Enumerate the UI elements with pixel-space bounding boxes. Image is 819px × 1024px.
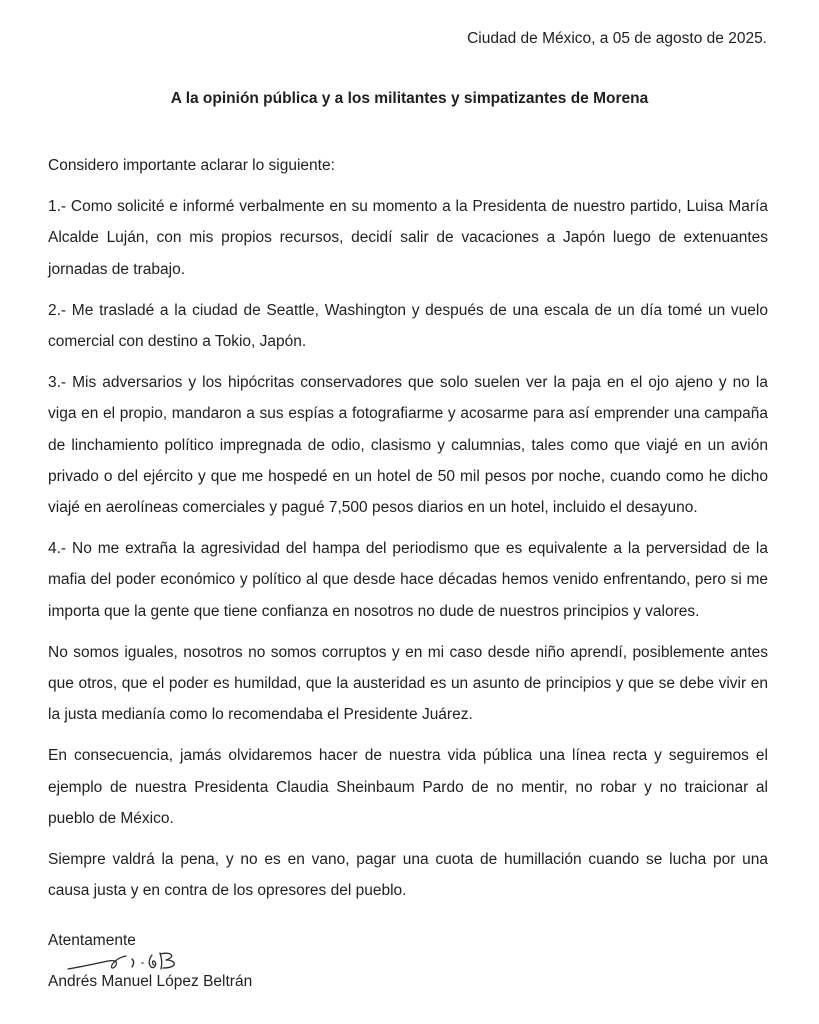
paragraph-no-somos-iguales: No somos iguales, nosotros no somos corruptos y en mi caso desde niño aprendí, posiblemente antes que otros, que el poder es humildad, que la austeridad es un asunto de principios y que se debe vivir en la justa medianía como lo recomendaba el Presidente Juárez.	[48, 643, 768, 724]
signature-row	[48, 951, 368, 997]
closing-block	[48, 931, 368, 997]
date-line: Ciudad de México, a 05 de agosto de 2025.	[467, 30, 767, 47]
signoff-text: Atentamente	[48, 932, 136, 949]
letter-body	[48, 150, 768, 916]
paragraph-point-1: 1.- Como solicité e informé verbalmente en su momento a la Presidenta de nuestro partido, Luisa María Alcalde Luján, con mis propios recursos, decidí salir de vacaciones a Japón luego de extenuantes jornadas de trabajo.	[48, 198, 768, 278]
paragraph-point-4: 4.- No me extraña la agresividad del hampa del periodismo que es equivalente a la perversidad de la mafia del poder económico y político al que desde hace décadas hemos venido enfrentando, pero si me importa que la gente que tiene confianza en nosotros no dude de nuestros principios y valores.	[48, 540, 768, 620]
paragraph-siempre-valdra: Siempre valdrá la pena, y no es en vano, pagar una cuota de humillación cuando se lucha por una causa justa y en contra de los opresores del pueblo.	[48, 851, 768, 900]
intro-paragraph: Considero importante aclarar lo siguiente:	[48, 157, 335, 174]
letter-heading: A la opinión pública y a los militantes y simpatizantes de Morena	[170, 90, 649, 107]
paragraph-point-2: 2.- Me trasladé a la ciudad de Seattle, Washington y después de una escala de un día tomé un vuelo comercial con destino a Tokio, Japón.	[48, 301, 768, 351]
paragraph-point-3: 3.- Mis adversarios y los hipócritas conservadores que solo suelen ver la paja en el ojo ajeno y no la viga en el propio, mandaron a sus espías a fotografiarme y acosarme para así emprender una campaña de linchamiento político impregnada de odio, clasismo y calumnias, tales como que viajé en un avión privado o del ejército y que me hospedé en un hotel de 50 mil pesos por noche, cuando como he dicho viajé en aerolíneas comerciales y pagué 7,500 pesos diarios en un hotel, incluido el desayuno.	[48, 374, 768, 517]
signer-name: Andrés Manuel López Beltrán	[48, 973, 253, 990]
paragraph-en-consecuencia: En consecuencia, jamás olvidaremos hacer de nuestra vida pública una línea recta y seguiremos el ejemplo de nuestra Presidenta Claudia Sheinbaum Pardo de no mentir, no robar y no traicionar al pueblo de México.	[48, 747, 768, 827]
